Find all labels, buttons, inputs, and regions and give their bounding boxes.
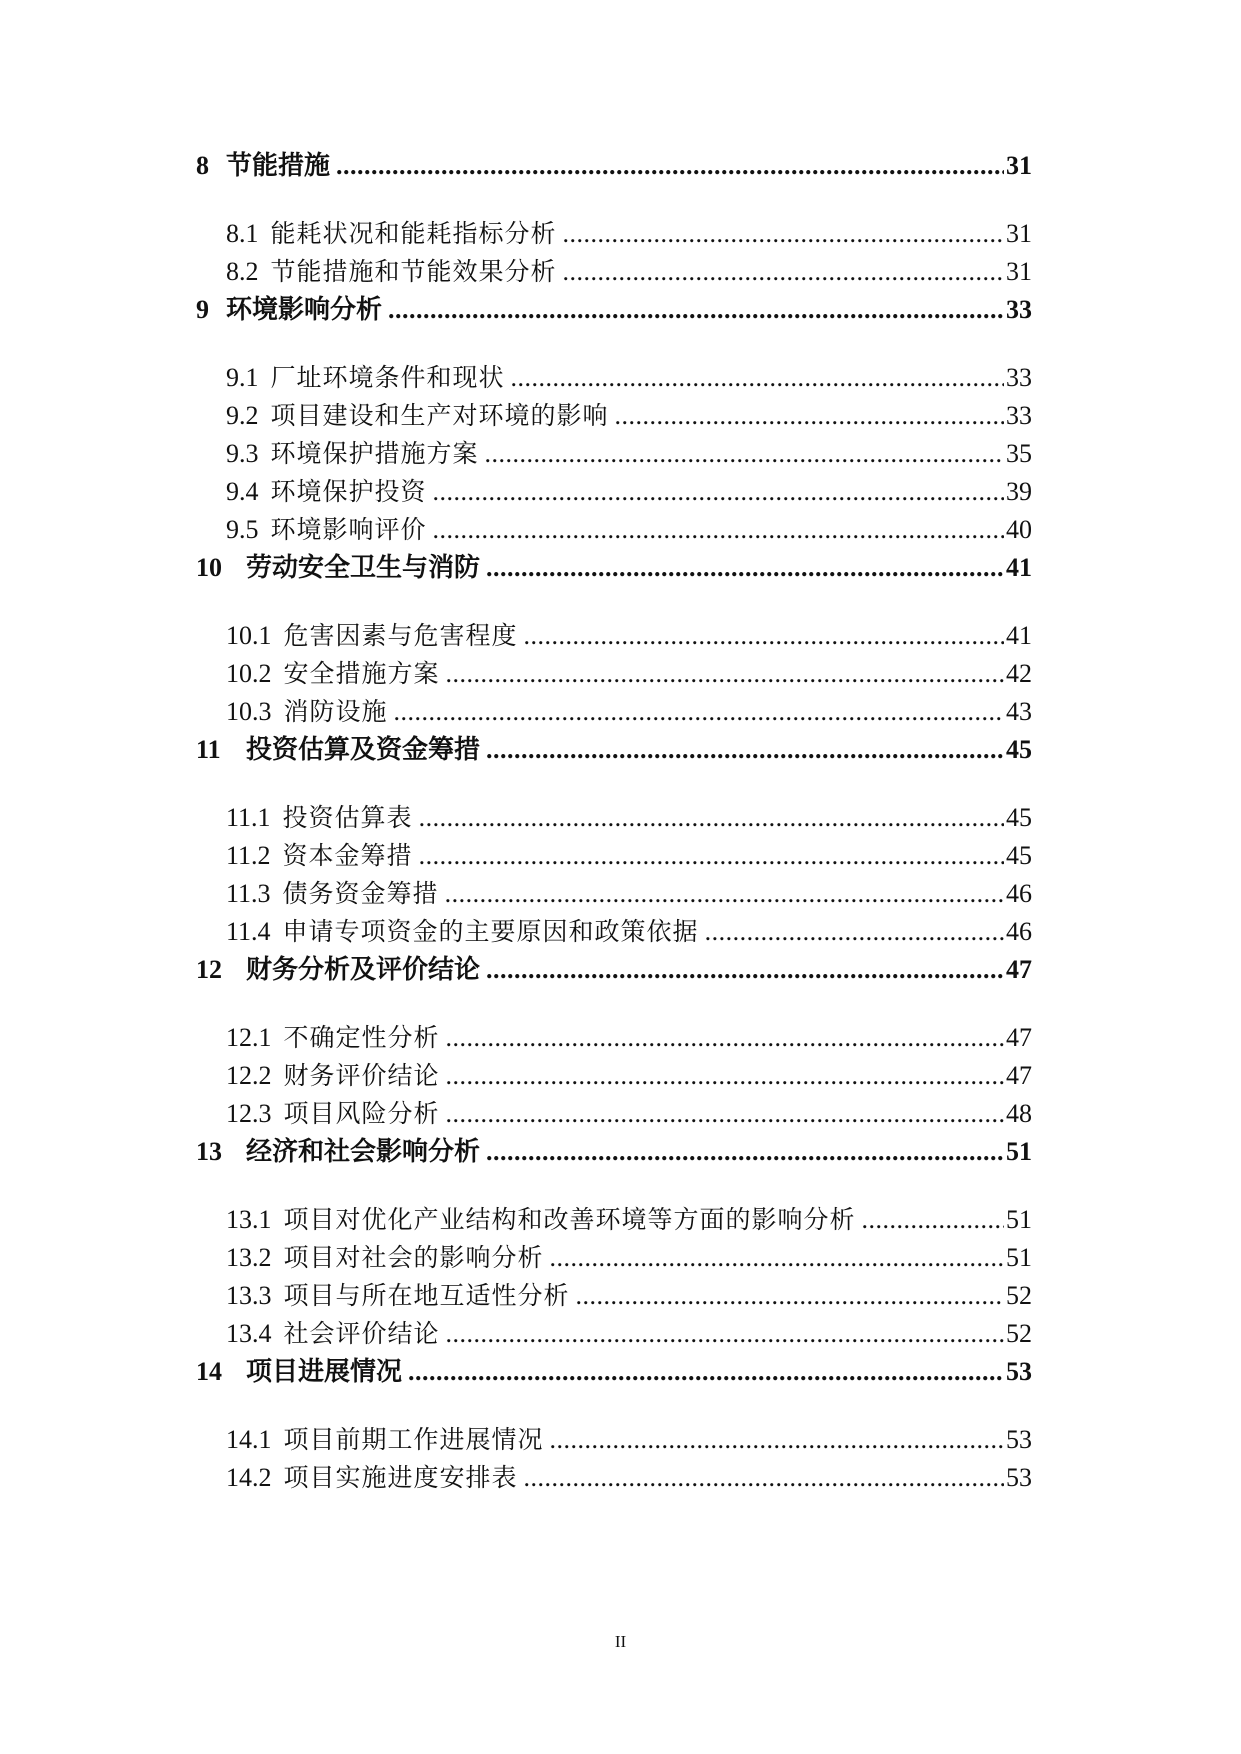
- toc-heading-entry[interactable]: [196, 951, 1032, 989]
- toc-subsection-title: 申请专项资金的主要原因和政策依据: [282, 917, 699, 946]
- toc-heading-entry[interactable]: [196, 731, 1032, 769]
- toc-subsection-number: 11.4: [226, 917, 271, 946]
- toc-subsection-title: 投资估算表: [282, 803, 413, 832]
- toc-heading-page: 51: [1006, 1137, 1032, 1166]
- toc-subsection-page: 35: [1006, 439, 1032, 468]
- toc-subsection-title: 项目对优化产业结构和改善环境等方面的影响分析: [283, 1205, 856, 1234]
- toc-subsection-title: 安全措施方案: [283, 659, 440, 688]
- toc-subsection-page: 46: [1006, 879, 1032, 908]
- toc-heading-page: 45: [1006, 735, 1032, 764]
- toc-heading-number: 13: [196, 1137, 222, 1166]
- toc-subsection-entry[interactable]: [196, 473, 1032, 511]
- dot-leader: [419, 837, 1004, 875]
- toc-heading-number: 8: [196, 151, 209, 180]
- toc-section: [196, 1133, 1032, 1353]
- toc-heading-entry[interactable]: [196, 549, 1032, 587]
- toc-subsection-number: 13.4: [226, 1319, 272, 1348]
- toc-subsection-number: 9.4: [226, 477, 259, 506]
- toc-subsection-entry[interactable]: [196, 1239, 1032, 1277]
- toc-heading-title: 环境影响分析: [226, 295, 383, 325]
- dot-leader: [445, 875, 1004, 913]
- toc-subsection-number: 9.3: [226, 439, 259, 468]
- dot-leader: [576, 1277, 1004, 1315]
- dot-leader: [862, 1201, 1004, 1239]
- toc-subsection-title: 社会评价结论: [283, 1319, 440, 1348]
- toc-subsection-number: 12.3: [226, 1099, 272, 1128]
- toc-subsection-entry[interactable]: [196, 397, 1032, 435]
- toc-subsection-page: 45: [1006, 803, 1032, 832]
- toc-heading-entry[interactable]: [196, 1133, 1032, 1171]
- toc-subsection-page: 53: [1006, 1425, 1032, 1454]
- toc-subsection-page: 39: [1006, 477, 1032, 506]
- dot-leader: [446, 1315, 1004, 1353]
- toc-heading-entry[interactable]: [196, 291, 1032, 329]
- toc-subsection-title: 厂址环境条件和现状: [270, 363, 505, 392]
- toc-heading-entry[interactable]: [196, 147, 1032, 185]
- dot-leader: [486, 731, 1004, 769]
- toc-subsection-number: 9.2: [226, 401, 259, 430]
- toc-heading-page: 31: [1006, 151, 1032, 180]
- toc-subsection-entry[interactable]: [196, 1057, 1032, 1095]
- dot-leader: [336, 147, 1004, 185]
- dot-leader: [394, 693, 1004, 731]
- toc-heading-number: 12: [196, 955, 222, 984]
- toc-subsection-number: 11.2: [226, 841, 271, 870]
- toc-subsection-number: 14.2: [226, 1463, 272, 1492]
- toc-subsection-title: 环境保护投资: [270, 477, 427, 506]
- toc-subsection-number: 13.2: [226, 1243, 272, 1272]
- dot-leader: [408, 1353, 1004, 1391]
- toc-subsection-page: 41: [1006, 621, 1032, 650]
- toc-subsection-page: 33: [1006, 401, 1032, 430]
- dot-leader: [486, 549, 1004, 587]
- toc-subsection-page: 47: [1006, 1061, 1032, 1090]
- toc-subsection-entry[interactable]: [196, 799, 1032, 837]
- dot-leader: [433, 511, 1004, 549]
- toc-section: [196, 147, 1032, 291]
- dot-leader: [485, 435, 1004, 473]
- toc-subsection-page: 45: [1006, 841, 1032, 870]
- toc-subsection-number: 14.1: [226, 1425, 272, 1454]
- dot-leader: [486, 1133, 1004, 1171]
- toc-subsection-number: 9.1: [226, 363, 259, 392]
- toc-subsection-entry[interactable]: [196, 1459, 1032, 1497]
- toc-subsection-entry[interactable]: [196, 1095, 1032, 1133]
- toc-subsection-title: 项目对社会的影响分析: [283, 1243, 544, 1272]
- toc-subsection-number: 13.1: [226, 1205, 272, 1234]
- toc-section: [196, 549, 1032, 731]
- toc-subsection-title: 项目建设和生产对环境的影响: [270, 401, 609, 430]
- toc-subsection-page: 46: [1006, 917, 1032, 946]
- toc-subsection-title: 危害因素与危害程度: [283, 621, 518, 650]
- toc-subsection-title: 项目前期工作进展情况: [283, 1425, 544, 1454]
- toc-subsection-page: 52: [1006, 1319, 1032, 1348]
- toc-subsection-title: 债务资金筹措: [282, 879, 439, 908]
- toc-subsection-title: 节能措施和节能效果分析: [270, 257, 557, 286]
- toc-heading-title: 财务分析及评价结论: [246, 955, 481, 985]
- toc-subsection-page: 42: [1006, 659, 1032, 688]
- dot-leader: [388, 291, 1004, 329]
- toc-subsection-number: 10.3: [226, 697, 272, 726]
- toc-subsection-entry[interactable]: [196, 655, 1032, 693]
- dot-leader: [511, 359, 1004, 397]
- toc-subsection-number: 9.5: [226, 515, 259, 544]
- toc-subsection-entry[interactable]: [196, 913, 1032, 951]
- toc-heading-number: 14: [196, 1357, 222, 1386]
- toc-subsection-page: 33: [1006, 363, 1032, 392]
- toc-subsection-entry[interactable]: [196, 511, 1032, 549]
- dot-leader: [446, 655, 1004, 693]
- toc-heading-number: 11: [196, 735, 221, 764]
- dot-leader: [433, 473, 1004, 511]
- toc-subsection-entry[interactable]: [196, 1315, 1032, 1353]
- toc-subsection-title: 资本金筹措: [282, 841, 413, 870]
- toc-heading-page: 33: [1006, 295, 1032, 324]
- toc-subsection-page: 43: [1006, 697, 1032, 726]
- toc-subsection-number: 11.3: [226, 879, 271, 908]
- dot-leader: [563, 215, 1004, 253]
- toc-subsection-entry[interactable]: [196, 1019, 1032, 1057]
- toc-subsection-number: 13.3: [226, 1281, 272, 1310]
- toc-heading-page: 41: [1006, 553, 1032, 582]
- toc-subsection-entry[interactable]: [196, 1201, 1032, 1239]
- toc-subsection-title: 项目与所在地互适性分析: [283, 1281, 570, 1310]
- toc-subsection-page: 31: [1006, 219, 1032, 248]
- toc-subsection-number: 10.1: [226, 621, 272, 650]
- dot-leader: [446, 1095, 1004, 1133]
- toc-subsection-page: 52: [1006, 1281, 1032, 1310]
- toc-subsection-entry[interactable]: [196, 617, 1032, 655]
- toc-subsection-number: 10.2: [226, 659, 272, 688]
- toc-heading-title: 项目进展情况: [246, 1357, 403, 1387]
- page-number: II: [614, 1632, 627, 1651]
- toc-subsection-page: 51: [1006, 1205, 1032, 1234]
- toc-subsection-entry[interactable]: [196, 693, 1032, 731]
- toc-subsection-title: 环境影响评价: [270, 515, 427, 544]
- dot-leader: [524, 1459, 1004, 1497]
- toc-subsection-entry[interactable]: [196, 359, 1032, 397]
- toc-subsection-page: 51: [1006, 1243, 1032, 1272]
- toc-subsection-page: 31: [1006, 257, 1032, 286]
- toc-subsection-page: 53: [1006, 1463, 1032, 1492]
- toc-heading-page: 47: [1006, 955, 1032, 984]
- toc-subsection-entry[interactable]: [196, 435, 1032, 473]
- table-of-contents: [196, 147, 1032, 1497]
- toc-subsection-number: 12.1: [226, 1023, 272, 1052]
- dot-leader: [524, 617, 1004, 655]
- toc-subsection-entry[interactable]: [196, 837, 1032, 875]
- toc-heading-title: 劳动安全卫生与消防: [246, 553, 481, 583]
- toc-subsection-entry[interactable]: [196, 875, 1032, 913]
- toc-section: [196, 731, 1032, 951]
- dot-leader: [615, 397, 1004, 435]
- dot-leader: [563, 253, 1004, 291]
- toc-subsection-title: 财务评价结论: [283, 1061, 440, 1090]
- toc-section: [196, 1353, 1032, 1497]
- toc-subsection-title: 环境保护措施方案: [270, 439, 479, 468]
- toc-subsection-entry[interactable]: [196, 253, 1032, 291]
- toc-subsection-title: 不确定性分析: [283, 1023, 440, 1052]
- toc-subsection-entry[interactable]: [196, 1421, 1032, 1459]
- toc-subsection-number: 8.2: [226, 257, 259, 286]
- toc-heading-title: 经济和社会影响分析: [246, 1137, 481, 1167]
- dot-leader: [705, 913, 1004, 951]
- toc-heading-page: 53: [1006, 1357, 1032, 1386]
- toc-heading-title: 节能措施: [226, 151, 331, 181]
- dot-leader: [550, 1421, 1004, 1459]
- toc-subsection-page: 48: [1006, 1099, 1032, 1128]
- toc-heading-entry[interactable]: [196, 1353, 1032, 1391]
- toc-subsection-number: 11.1: [226, 803, 271, 832]
- toc-subsection-title: 能耗状况和能耗指标分析: [270, 219, 557, 248]
- toc-section: [196, 291, 1032, 549]
- toc-subsection-number: 12.2: [226, 1061, 272, 1090]
- dot-leader: [419, 799, 1004, 837]
- toc-subsection-title: 消防设施: [283, 697, 388, 726]
- toc-subsection-entry[interactable]: [196, 215, 1032, 253]
- toc-subsection-number: 8.1: [226, 219, 259, 248]
- toc-heading-title: 投资估算及资金筹措: [246, 735, 481, 765]
- toc-subsection-entry[interactable]: [196, 1277, 1032, 1315]
- toc-subsection-page: 47: [1006, 1023, 1032, 1052]
- dot-leader: [446, 1019, 1004, 1057]
- dot-leader: [550, 1239, 1004, 1277]
- toc-subsection-title: 项目实施进度安排表: [283, 1463, 518, 1492]
- toc-section: [196, 951, 1032, 1133]
- toc-subsection-page: 40: [1006, 515, 1032, 544]
- toc-heading-number: 10: [196, 553, 222, 582]
- toc-heading-number: 9: [196, 295, 209, 324]
- dot-leader: [486, 951, 1004, 989]
- toc-subsection-title: 项目风险分析: [283, 1099, 440, 1128]
- dot-leader: [446, 1057, 1004, 1095]
